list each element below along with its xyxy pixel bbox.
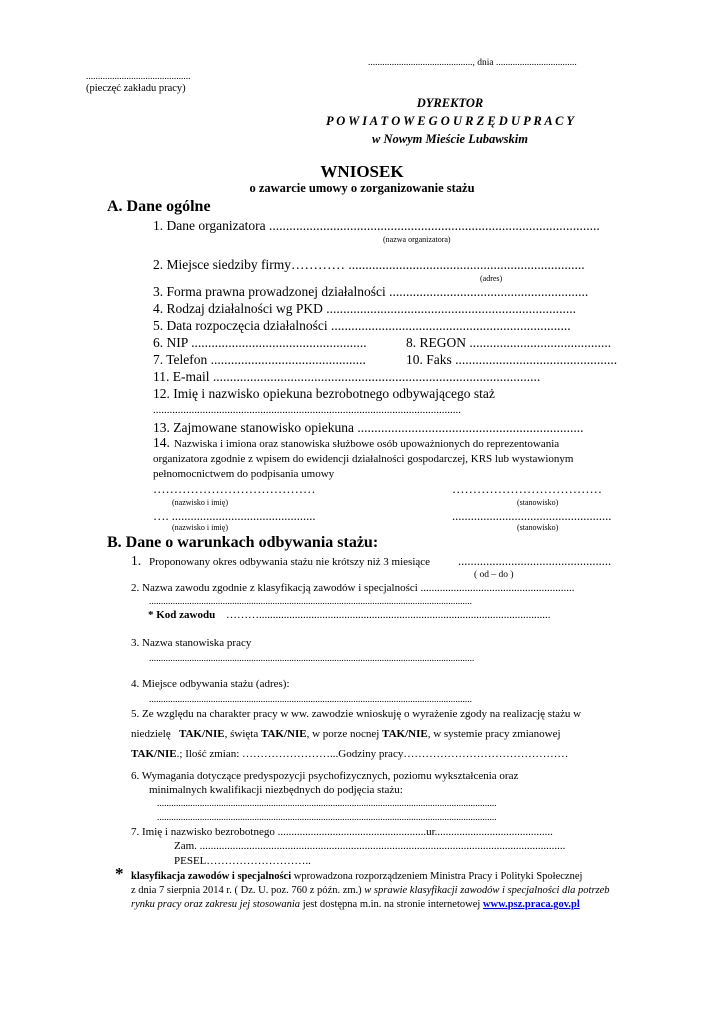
field-internship-period[interactable]: ................................................. [458, 554, 612, 568]
signatory-2-name[interactable]: …. .............................................. [153, 509, 316, 523]
recipient-city: w Nowym Mieście Lubawskim [372, 132, 528, 146]
footnote-classification-term: klasyfikacja zawodów i specjalności [131, 871, 292, 882]
internship-period-hint: ( od – do ) [474, 570, 514, 580]
field-company-seat[interactable]: 2. Miejsce siedziby firmy………… ...................................................................... [153, 257, 585, 272]
b-item-6-line-2: minimalnych kwalifikacji niezbędnych do podjęcia stażu: [149, 784, 403, 796]
section-a-heading: A. Dane ogólne [107, 198, 211, 215]
field-regon[interactable]: 8. REGON .......................................... [406, 335, 612, 350]
field-organizer[interactable]: 1. Dane organizatora .................................................................................................. [153, 218, 600, 233]
item-14-text-2: organizatora zgodnie z wpisem do ewidencji działalności gospodarczej, KRS lub wystawionym [153, 453, 574, 465]
b-item-5-line-3 [131, 748, 568, 760]
footnote-line-2-italic: w sprawie klasyfikacji zawodów i specjalności dla potrzeb [364, 885, 610, 896]
shift-toggle[interactable]: TAK/NIE [131, 748, 177, 760]
footnote-line-2-text: z dnia 7 sierpnia 2014 r. ( Dz. U. poz. 760 z późn. zm.) [131, 885, 365, 896]
signatory-1-name-hint: (nazwisko i imię) [172, 498, 228, 507]
field-company-seat-hint: (adres) [480, 274, 503, 283]
b-item-5-line-1: 5. Ze względu na charakter pracy w ww. zawodzie wnioskuję o wyrażenie zgody na realizację stażu w [131, 708, 582, 720]
night-label: , w porze nocnej [306, 728, 380, 740]
field-requirements-2[interactable]: ............................................................................................................................................... [157, 813, 497, 823]
signatory-1-position-hint: (stanowisko) [517, 498, 559, 507]
footnote-line-1 [131, 871, 582, 882]
field-unemployed-pesel[interactable]: PESEL……………………….. [174, 855, 311, 867]
field-occupation-code[interactable]: ……….......................................................................................................... [226, 609, 551, 621]
field-organizer-hint: (nazwa organizatora) [383, 235, 451, 244]
b-item-6-line-1: 6. Wymagania dotyczące predyspozycji psychofizycznych, poziomu wykształcenia oraz [131, 770, 519, 782]
field-start-date[interactable]: 5. Data rozpoczęcia działalności ....................................................................... [153, 318, 571, 333]
field-legal-form[interactable]: 3. Forma prawna prowadzonej działalności ........................................................... [153, 284, 589, 299]
field-supervisor-position[interactable]: 13. Zajmowane stanowisko opiekuna ................................................................... [153, 420, 584, 435]
field-pkd[interactable]: 4. Rodzaj działalności wg PKD .......................................................................... [153, 301, 576, 316]
document-subtitle: o zawarcie umowy o zorganizowanie stażu [249, 181, 475, 195]
section-b-heading: B. Dane o warunkach odbywania stażu: [107, 534, 379, 551]
b-item-1-label: Proponowany okres odbywania stażu nie krótszy niż 3 miesiące [149, 556, 431, 568]
field-occupation-name[interactable]: 2. Nazwa zawodu zgodnie z klasyfikacją zawodów i specjalności ........................................................ [131, 582, 575, 594]
night-toggle[interactable]: TAK/NIE [382, 728, 428, 740]
item-14-text-1: Nazwiska i imiona oraz stanowiska służbowe osób upoważnionych do reprezentowania [174, 438, 560, 450]
footnote-line-3-text: jest dostępna m.in. na stronie internetowej [300, 899, 483, 910]
field-unemployed-name[interactable]: 7. Imię i nazwisko bezrobotnego ......................................................ur........................................... [131, 826, 553, 838]
field-internship-address[interactable]: ........................................................................................................................................ [149, 695, 472, 705]
recipient-title: DYREKTOR [416, 96, 484, 110]
signatory-2-position-hint: (stanowisko) [517, 523, 559, 532]
signatory-1-position[interactable]: ……………………………… [452, 482, 602, 496]
document-title: WNIOSEK [320, 162, 404, 181]
b-item-3-label: 3. Nazwa stanowiska pracy [131, 637, 252, 649]
sunday-label: niedzielę [131, 728, 171, 740]
field-email[interactable]: 11. E-mail ................................................................................................. [153, 369, 541, 384]
signatory-1-name[interactable]: ………………………………… [153, 482, 316, 496]
footnote-line-3-italic: rynku pracy oraz zakresu jej stosowania [131, 899, 301, 910]
field-position-name[interactable]: ......................................................................................................................................... [149, 654, 475, 664]
holidays-toggle[interactable]: TAK/NIE [260, 728, 307, 740]
b-item-5-line-2 [131, 728, 561, 740]
b-item-1-number: 1. [131, 553, 142, 568]
place-date-line: ............................................, dnia .................................. [368, 58, 577, 68]
stamp-dots: ............................................ [86, 72, 191, 82]
footnote-star: * [115, 864, 124, 883]
field-requirements-1[interactable]: ............................................................................................................................................... [157, 799, 497, 809]
footnote-line-2 [131, 885, 610, 896]
item-14-text-3: pełnomocnictwem do podpisania umowy [153, 468, 335, 480]
field-supervisor-label: 12. Imię i nazwisko opiekuna bezrobotnego odbywającego staż [153, 386, 495, 401]
signatory-2-position[interactable]: ................................................... [452, 509, 612, 523]
stamp-label: (pieczęć zakładu pracy) [86, 83, 186, 94]
field-phone[interactable]: 7. Telefon .............................................. [153, 352, 366, 367]
recipient-office: P O W I A T O W E G O U R Z Ę D U P R A C Y [325, 114, 575, 128]
footnote-line-1-rest: wprowadzona rozporządzeniem Ministra Pracy i Polityki Społecznej [291, 871, 583, 882]
holidays-label: , święta [224, 728, 259, 740]
psz-website-link[interactable]: www.psz.praca.gov.pl [482, 899, 580, 910]
shifts-hours-fields[interactable]: .; Ilość zmian: ……………………...Godziny pracy……………………………………… [176, 748, 569, 760]
field-occupation-name-continued[interactable]: ........................................................................................................................................ [149, 597, 472, 607]
field-fax[interactable]: 10. Faks ................................................ [406, 352, 618, 367]
field-unemployed-address[interactable]: Zam. ..................................................................................................................................... [174, 840, 566, 852]
sunday-toggle[interactable]: TAK/NIE [178, 728, 225, 740]
shift-label: , w systemie pracy zmianowej [427, 728, 561, 740]
item-14-number: 14. [153, 435, 170, 450]
b-item-4-label: 4. Miejsce odbywania stażu (adres): [131, 678, 290, 690]
footnote-line-3 [131, 899, 580, 910]
occupation-code-label: * Kod zawodu [148, 609, 216, 621]
field-supervisor[interactable]: ................................................................................................................ [153, 404, 461, 416]
field-nip[interactable]: 6. NIP .................................................... [153, 335, 367, 350]
signatory-2-name-hint: (nazwisko i imię) [172, 523, 228, 532]
